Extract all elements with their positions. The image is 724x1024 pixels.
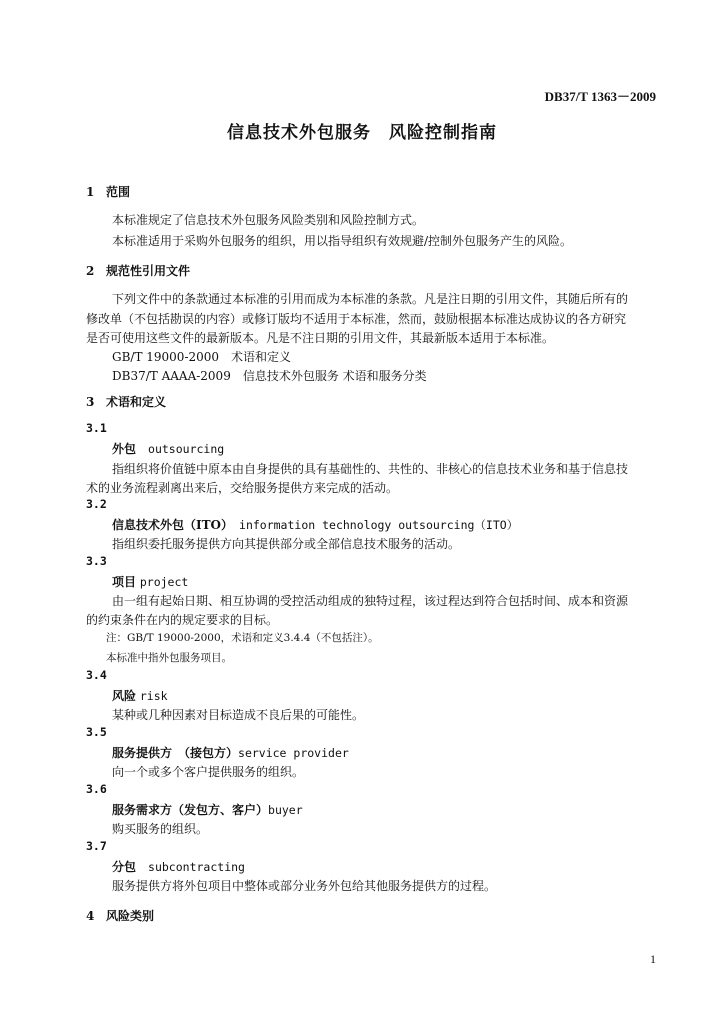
term-chinese: 服务需求方（发包方、客户） bbox=[112, 803, 269, 817]
clause-definition-line-2: 的约束条件在内的规定要求的目标。 bbox=[86, 613, 279, 627]
clause-number: 3.4 bbox=[86, 668, 107, 682]
clause-definition-line-1: 某种或几种因素对目标造成不良后果的可能性。 bbox=[112, 708, 365, 722]
term-english: subcontracting bbox=[148, 860, 245, 874]
clause-term bbox=[112, 573, 188, 590]
clause-term bbox=[112, 516, 518, 533]
section-1-paragraph-2: 本标准适用于采购外包服务的组织，用以指导组织有效规避/控制外包服务产生的风险。 bbox=[112, 234, 573, 248]
clause-definition-line-1: 向一个或多个客户提供服务的组织。 bbox=[112, 765, 305, 779]
section-3-heading bbox=[86, 393, 166, 410]
clause-term bbox=[112, 440, 224, 457]
section-2-paragraph-line-3: 是否可使用这些文件的最新版本。凡是不注日期的引用文件，其最新版本适用于本标准。 bbox=[86, 331, 555, 345]
clause-definition-line-1: 购买服务的组织。 bbox=[112, 822, 209, 836]
page-number: 1 bbox=[650, 952, 656, 966]
term-english: project bbox=[139, 575, 189, 589]
term-chinese: 分包 bbox=[112, 860, 137, 874]
reference-1: GB/T 19000-2000 术语和定义 bbox=[112, 350, 292, 364]
clause-definition-line-1: 指组织委托服务提供方向其提供部分或全部信息技术服务的活动。 bbox=[112, 537, 461, 551]
clause-number: 3.6 bbox=[86, 782, 107, 796]
section-title: 风险类别 bbox=[106, 909, 155, 923]
section-1-paragraph-1: 本标准规定了信息技术外包服务风险类别和风险控制方式。 bbox=[112, 213, 425, 227]
clause-term bbox=[112, 801, 303, 818]
clause-number: 3.3 bbox=[86, 554, 107, 568]
term-english: risk bbox=[139, 689, 168, 703]
section-1-heading bbox=[86, 183, 130, 200]
clause-number: 3.2 bbox=[86, 497, 107, 511]
section-2-paragraph-line-1: 下列文件中的条款通过本标准的引用而成为本标准的条款。凡是注日期的引用文件，其随后所有的 bbox=[112, 292, 629, 306]
section-4-heading bbox=[86, 907, 154, 924]
term-english: service provider bbox=[238, 746, 349, 760]
clause-definition-line-2: 术的业务流程剥离出来后，交给服务提供方来完成的活动。 bbox=[86, 481, 399, 495]
clause-term bbox=[112, 858, 245, 875]
term-chinese: 项目 bbox=[112, 575, 137, 589]
standard-code: DB37/T 1363－2009 bbox=[544, 89, 656, 104]
section-number: 1 bbox=[86, 185, 95, 199]
section-title: 术语和定义 bbox=[106, 395, 167, 409]
term-english: buyer bbox=[268, 803, 303, 817]
section-2-heading bbox=[86, 262, 190, 279]
term-chinese: 外包 bbox=[112, 442, 137, 456]
document-title: 信息技术外包服务 风险控制指南 bbox=[227, 123, 497, 143]
section-number: 2 bbox=[86, 264, 95, 278]
clause-definition-line-1: 由一组有起始日期、相互协调的受控活动组成的独特过程，该过程达到符合包括时间、成本和资源 bbox=[112, 594, 629, 608]
term-chinese: 服务提供方 （接包方） bbox=[112, 746, 239, 760]
clause-number: 3.1 bbox=[86, 421, 107, 435]
clause-number: 3.5 bbox=[86, 725, 107, 739]
clause-term bbox=[112, 744, 349, 761]
term-chinese: 信息技术外包（ITO） bbox=[112, 518, 227, 532]
section-number: 4 bbox=[86, 909, 95, 923]
term-english: outsourcing bbox=[148, 442, 225, 456]
term-english: information technology outsourcing（ITO） bbox=[239, 518, 519, 532]
section-title: 范围 bbox=[106, 185, 131, 199]
clause-definition-line-1: 指组织将价值链中原本由自身提供的具有基础性的、共性的、非核心的信息技术业务和基于信息技 bbox=[112, 462, 629, 476]
section-title: 规范性引用文件 bbox=[106, 264, 191, 278]
clause-number: 3.7 bbox=[86, 839, 107, 853]
clause-note: 本标准中指外包服务项目。 bbox=[106, 652, 232, 664]
clause-definition-line-1: 服务提供方将外包项目中整体或部分业务外包给其他服务提供方的过程。 bbox=[112, 879, 497, 893]
section-number: 3 bbox=[86, 395, 95, 409]
clause-note: 注：GB/T 19000-2000，术语和定义3.4.4（不包括注）。 bbox=[106, 632, 379, 644]
clause-term bbox=[112, 687, 168, 704]
section-2-paragraph-line-2: 修改单（不包括勘误的内容）或修订版均不适用于本标准，然而，鼓励根据本标准达成协议的各方研究 bbox=[86, 312, 627, 326]
term-chinese: 风险 bbox=[112, 689, 137, 703]
reference-2: DB37/T AAAA-2009 信息技术外包服务 术语和服务分类 bbox=[112, 369, 427, 383]
